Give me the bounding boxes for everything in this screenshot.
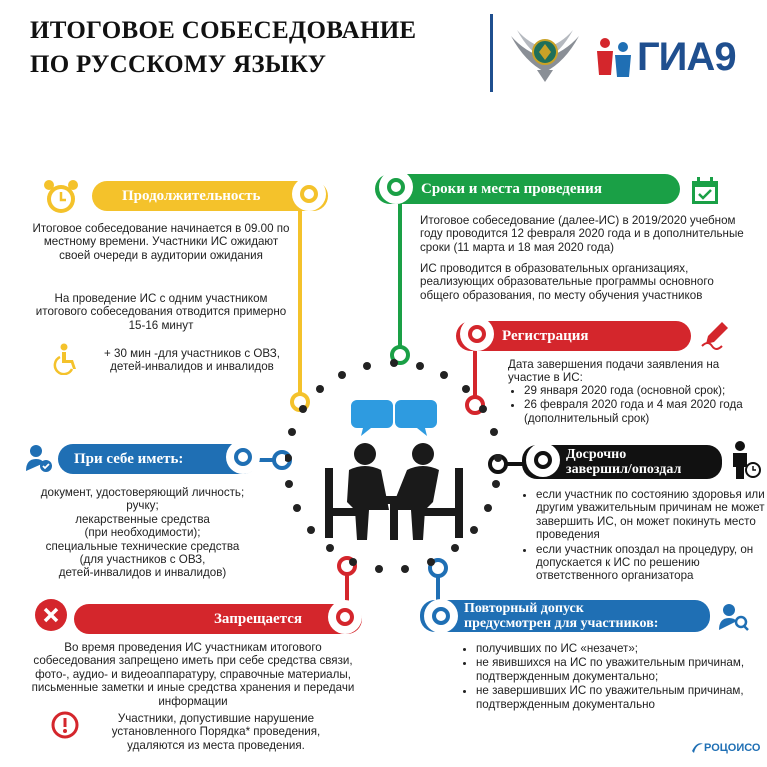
warning-icon [50,710,80,740]
registration-ring-icon [460,317,494,351]
header-divider [490,14,493,92]
person-search-icon [718,602,750,632]
bring-ring-icon [226,440,260,474]
list-item: • не завершивших ИС по уважительным причинам, подтвержденным документально [476,684,746,711]
violation-text: Участники, допустившие нарушение установленного Порядка* проведения, удаляются из места проведения. [111,712,321,752]
wheelchair-icon [52,343,80,375]
brand-swoosh-icon [690,741,704,755]
list-item: • 26 февраля 2020 года и 4 мая 2020 года (дополнительный срок) [524,398,767,425]
dates-location-text: ИС проводится в образовательных организациях, реализующих образовательные программы основного общего образования, по месту обучения участников [420,262,714,302]
registration-header: Регистрация [456,321,691,351]
list-item: • получивших по ИС «незачет»; [476,642,746,655]
duration-start-text: Итоговое собеседование начинается в 09.00 по местному времени. Участники ИС ожидают своей очереди в аудитории ожидания [32,222,290,262]
interview-illustration [285,358,503,576]
bring-list: документ, удостоверяющий личность; ручку; лекарственные средства (при необходимости); специальные технические средства (для участников с ОВЗ, детей-инвалидов и инвалидов) [40,486,245,580]
gia9-logo: ГИА9 [593,32,743,82]
dates-header: Сроки и места проведения [375,174,680,204]
bring-header: При себе иметь: [58,444,258,474]
cross-icon [34,598,68,632]
early-list [520,488,767,584]
green-connector [398,200,402,355]
rosobrnadzor-logo-icon [505,22,585,84]
list-item: • 29 января 2020 года (основной срок); [524,384,767,397]
pen-signature-icon [700,320,732,350]
repeat-list [460,642,746,712]
page-title: ИТОГОВОЕ СОБЕСЕДОВАНИЕ ПО РУССКОМУ ЯЗЫКУ [30,17,417,78]
person-clock-icon [728,440,762,480]
early-ring-icon [526,443,560,477]
list-item: • если участник по состоянию здоровья или другим уважительным причинам не может завершить ИС, он может покинуть место проведения [536,488,767,542]
duration-length-text: На проведение ИС с одним участником итогового собеседования отводится примерно 15-16 минут [35,292,287,332]
forbidden-ring-icon [328,600,362,634]
repeat-ring-icon [424,599,458,633]
person-check-icon [24,443,54,473]
dates-ring-icon [379,170,413,204]
calendar-check-icon [690,176,720,206]
early-header: Досрочно завершил/опоздал [522,445,722,479]
duration-header: Продолжительность [92,181,328,211]
alarm-clock-icon [42,178,80,216]
forbidden-text: Во время проведения ИС участникам итогового собеседования запрещено иметь при себе средства связи, фото-, аудио- и видеоаппаратуру, справочные материалы, письменные заметки и иные средства хранения и передачи информации [31,641,355,708]
duration-ring-icon [292,177,326,211]
duration-extra-text: + 30 мин -для участников с ОВЗ, детей-инвалидов и инвалидов [104,347,280,374]
repeat-header: Повторный допуск предусмотрен для участников: [420,600,710,632]
list-item: • если участник опоздал на процедуру, он допускается к ИС по решению ответственного организатора [536,543,767,583]
registration-intro: Дата завершения подачи заявления на участие в ИС: [508,358,720,385]
registration-list [508,384,767,426]
dates-schedule-text: Итоговое собеседование (далее-ИС) в 2019/2020 учебном году проводится 12 февраля 2020 года и в дополнительные сроки (11 марта и 18 мая 2020 года) [420,214,744,254]
forbidden-header: Запрещается [74,604,362,634]
list-item: • не явившихся на ИС по уважительным причинам, подтвержденным документально; [476,656,746,683]
footer-brand: РОЦОИСО [690,738,760,758]
gia-figures-icon [593,35,637,79]
